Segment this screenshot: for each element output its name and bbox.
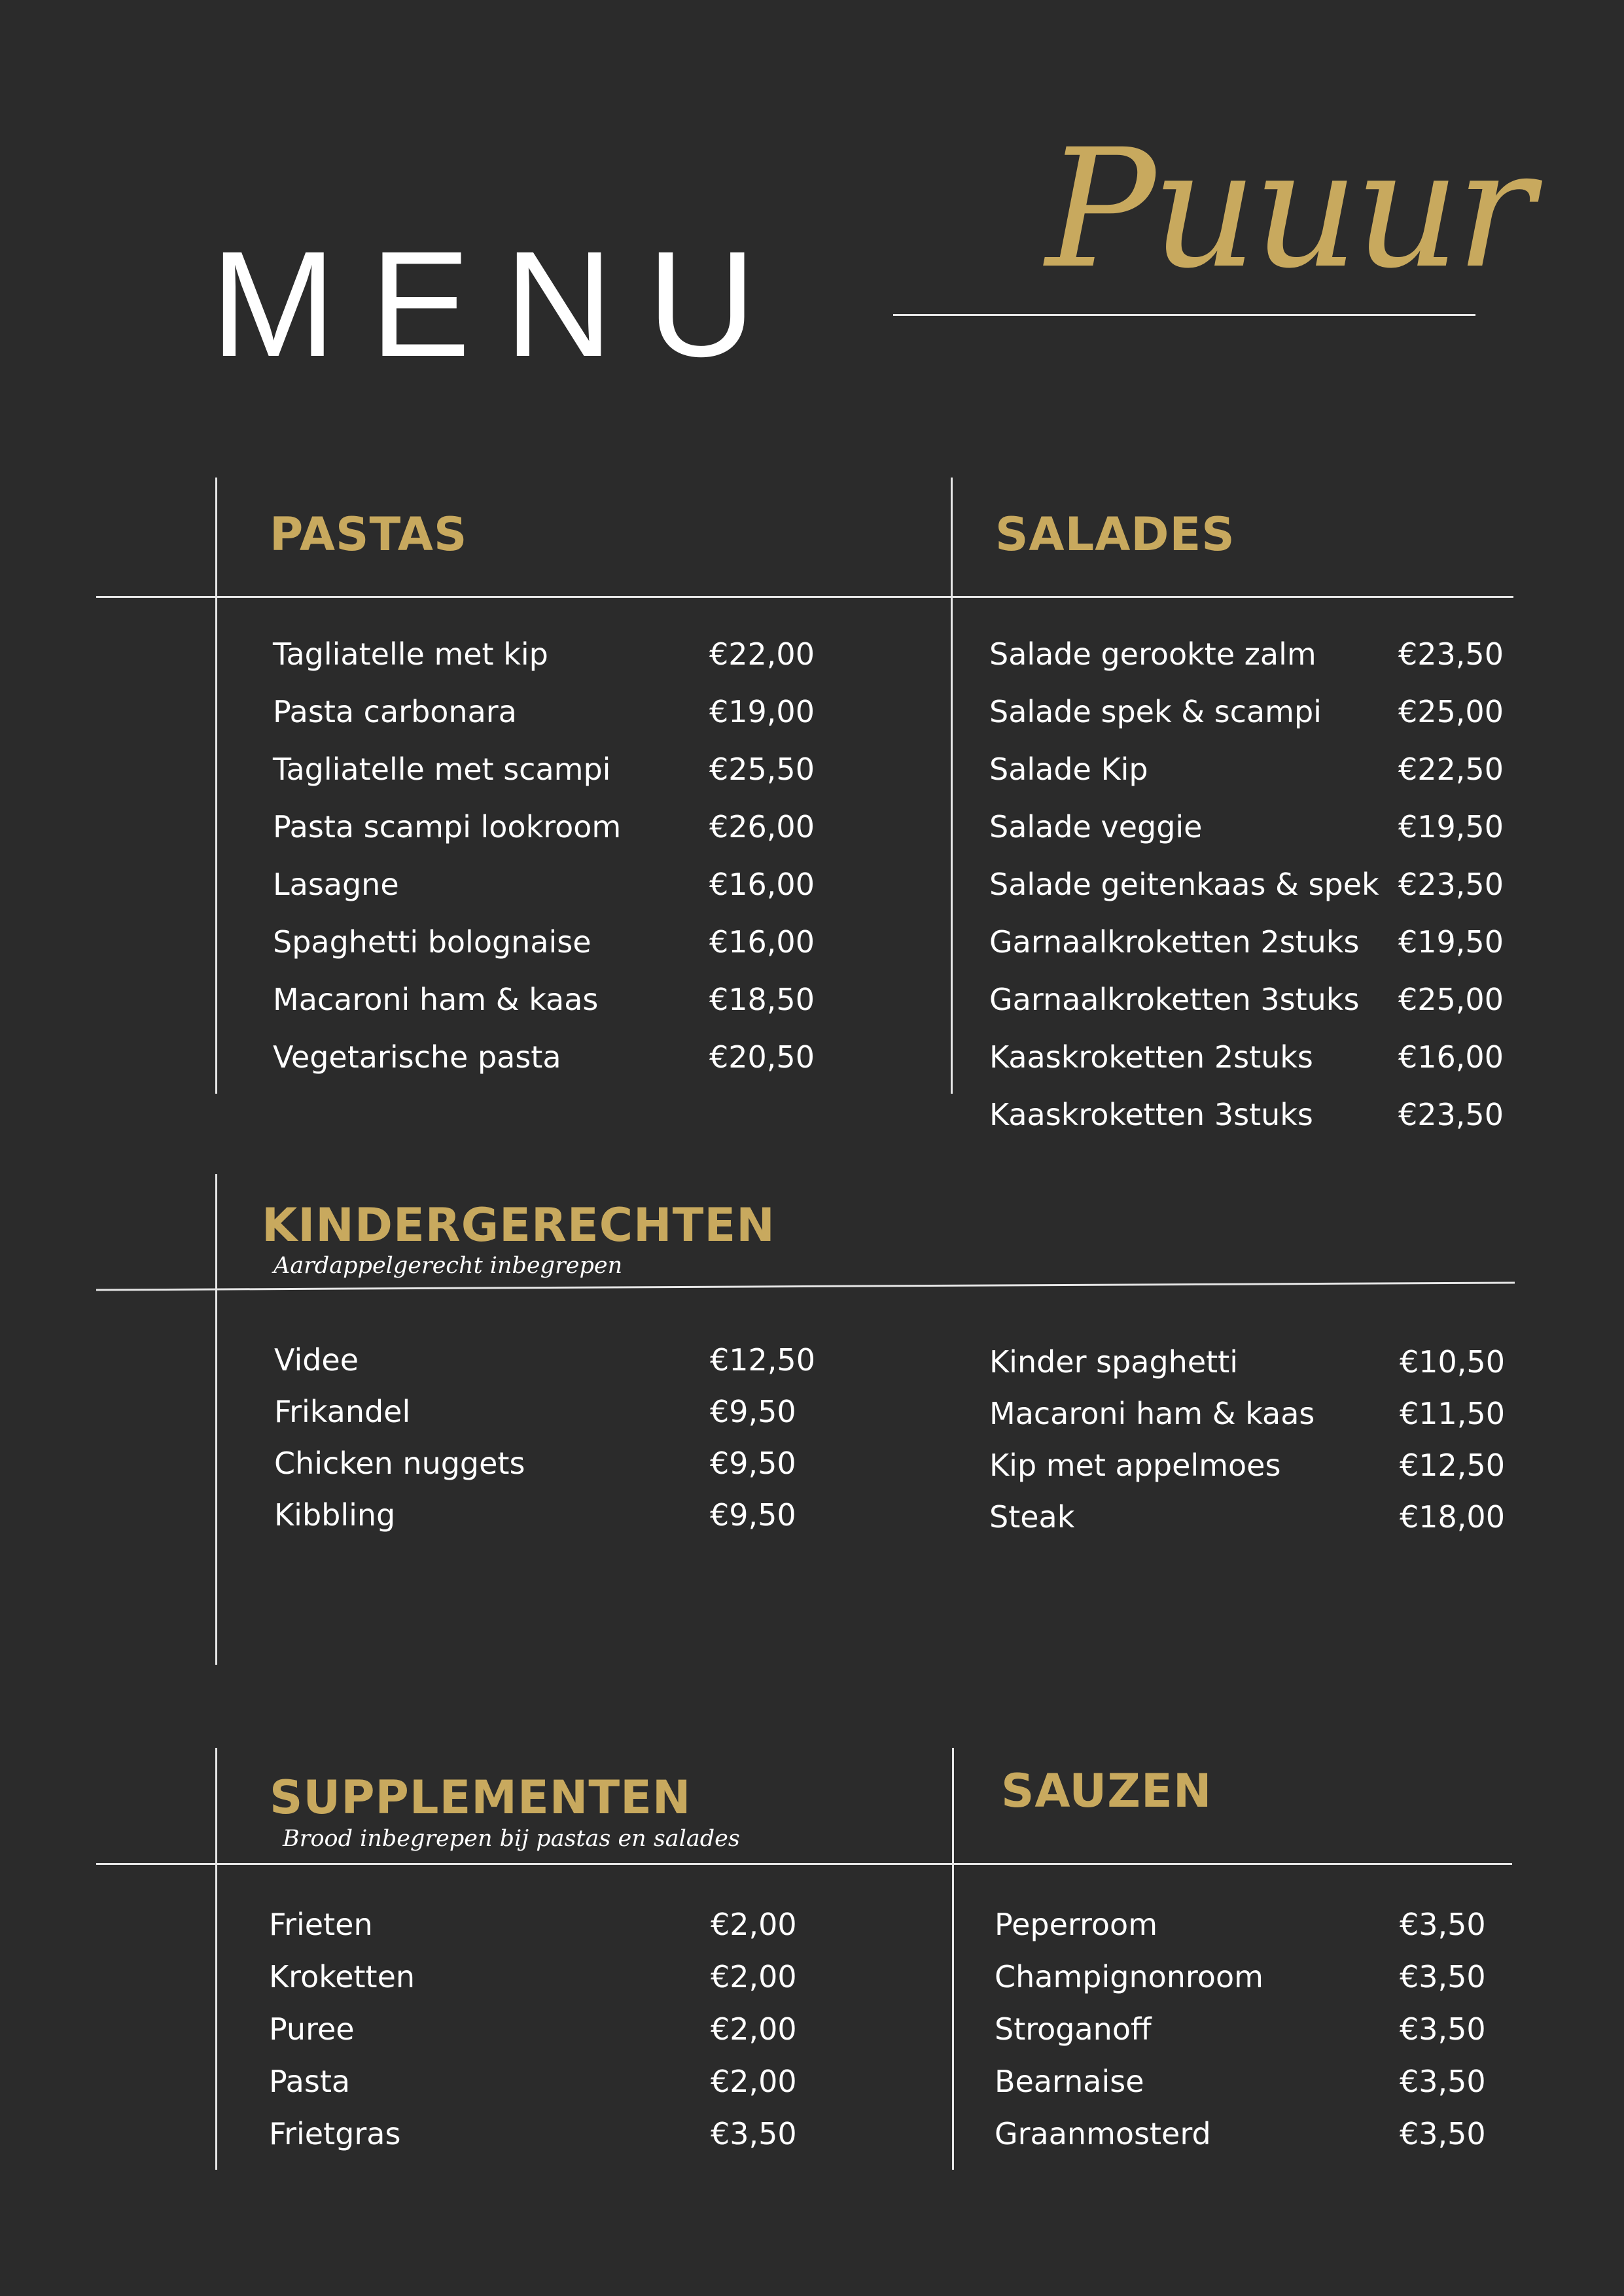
menu-item-price: €9,50 xyxy=(710,1497,796,1533)
menu-item-price: €2,00 xyxy=(711,1959,797,1994)
menu-item-price: €16,00 xyxy=(1398,1039,1504,1075)
menu-item-name: Frikandel xyxy=(274,1394,411,1429)
menu-item-price: €23,50 xyxy=(1398,636,1504,672)
menu-item-name: Frieten xyxy=(269,1907,373,1942)
menu-item-price: €20,50 xyxy=(709,1039,815,1075)
menu-item-name: Spaghetti bolognaise xyxy=(273,924,591,960)
menu-item-price: €16,00 xyxy=(709,924,815,960)
menu-item-name: Pasta xyxy=(269,2064,351,2099)
menu-item-name: Bearnaise xyxy=(995,2064,1144,2099)
menu-item-name: Macaroni ham & kaas xyxy=(989,1396,1315,1431)
menu-item-price: €9,50 xyxy=(710,1446,796,1481)
menu-item-name: Frietgras xyxy=(269,2116,401,2151)
menu-item-price: €10,50 xyxy=(1400,1344,1505,1380)
menu-item-price: €22,50 xyxy=(1398,752,1504,787)
menu-item-price: €19,00 xyxy=(709,694,815,729)
salades-heading: SALADES xyxy=(995,508,1235,561)
menu-item-price: €3,50 xyxy=(1400,2116,1486,2151)
menu-item-price: €2,00 xyxy=(711,1907,797,1942)
menu-item-name: Garnaalkroketten 3stuks xyxy=(989,982,1360,1017)
menu-item-price: €3,50 xyxy=(711,2116,797,2151)
section-supplementen-divider xyxy=(96,1863,1512,1865)
menu-item-price: €23,50 xyxy=(1398,1097,1504,1132)
sauzen-heading: SAUZEN xyxy=(1001,1764,1212,1818)
menu-item-price: €22,00 xyxy=(709,636,815,672)
menu-item-name: Puree xyxy=(269,2011,355,2047)
supplementen-vertical-divider xyxy=(215,1748,217,2170)
menu-item-name: Stroganoff xyxy=(995,2011,1152,2047)
menu-item-price: €2,00 xyxy=(711,2064,797,2099)
menu-item-name: Salade spek & scampi xyxy=(989,694,1322,729)
menu-item-price: €3,50 xyxy=(1400,2011,1486,2047)
menu-item-price: €11,50 xyxy=(1400,1396,1505,1431)
menu-item-name: Steak xyxy=(989,1499,1075,1535)
menu-item-name: Salade geitenkaas & spek xyxy=(989,867,1379,902)
menu-item-price: €25,00 xyxy=(1398,982,1504,1017)
menu-title: MENU xyxy=(211,220,790,388)
menu-item-price: €12,50 xyxy=(1400,1448,1505,1483)
menu-item-price: €19,50 xyxy=(1398,809,1504,844)
menu-item-name: Kibbling xyxy=(274,1497,396,1533)
menu-item-price: €2,00 xyxy=(711,2011,797,2047)
menu-item-name: Salade veggie xyxy=(989,809,1203,844)
supplementen-heading: SUPPLEMENTEN xyxy=(270,1771,692,1824)
menu-item-price: €26,00 xyxy=(709,809,815,844)
menu-item-name: Kinder spaghetti xyxy=(989,1344,1238,1380)
menu-item-name: Kip met appelmoes xyxy=(989,1448,1281,1483)
sauzen-vertical-divider xyxy=(952,1748,954,2170)
menu-item-price: €16,00 xyxy=(709,867,815,902)
menu-item-name: Graanmosterd xyxy=(995,2116,1211,2151)
menu-item-name: Macaroni ham & kaas xyxy=(273,982,599,1017)
menu-item-name: Kaaskroketten 3stuks xyxy=(989,1097,1313,1132)
menu-item-price: €12,50 xyxy=(710,1342,815,1378)
menu-item-name: Kaaskroketten 2stuks xyxy=(989,1039,1313,1075)
menu-item-price: €25,00 xyxy=(1398,694,1504,729)
menu-item-name: Tagliatelle met kip xyxy=(273,636,548,672)
menu-item-price: €3,50 xyxy=(1400,1907,1486,1942)
kindergerechten-heading: KINDERGERECHTEN xyxy=(262,1198,775,1252)
menu-item-name: Pasta carbonara xyxy=(273,694,517,729)
menu-item-name: Garnaalkroketten 2stuks xyxy=(989,924,1360,960)
pastas-heading: PASTAS xyxy=(270,508,468,561)
menu-item-name: Videe xyxy=(274,1342,359,1378)
menu-item-name: Pasta scampi lookroom xyxy=(273,809,622,844)
menu-item-price: €23,50 xyxy=(1398,867,1504,902)
menu-item-name: Chicken nuggets xyxy=(274,1446,525,1481)
menu-item-price: €18,50 xyxy=(709,982,815,1017)
menu-item-price: €9,50 xyxy=(710,1394,796,1429)
menu-item-name: Vegetarische pasta xyxy=(273,1039,561,1075)
menu-item-name: Peperroom xyxy=(995,1907,1158,1942)
menu-item-name: Salade Kip xyxy=(989,752,1148,787)
menu-item-name: Lasagne xyxy=(273,867,399,902)
menu-item-name: Champignonroom xyxy=(995,1959,1263,1994)
menu-item-price: €25,50 xyxy=(709,752,815,787)
menu-item-price: €3,50 xyxy=(1400,1959,1486,1994)
menu-item-price: €3,50 xyxy=(1400,2064,1486,2099)
menu-item-price: €19,50 xyxy=(1398,924,1504,960)
menu-item-name: Kroketten xyxy=(269,1959,415,1994)
kindergerechten-subtitle: Aardappelgerecht inbegrepen xyxy=(274,1253,623,1279)
supplementen-subtitle: Brood inbegrepen bij pastas en salades xyxy=(283,1826,740,1852)
brand-logo: Puuur xyxy=(1046,114,1530,304)
menu-item-name: Tagliatelle met scampi xyxy=(273,752,611,787)
menu-item-name: Salade gerookte zalm xyxy=(989,636,1316,672)
menu-item-price: €18,00 xyxy=(1400,1499,1505,1535)
